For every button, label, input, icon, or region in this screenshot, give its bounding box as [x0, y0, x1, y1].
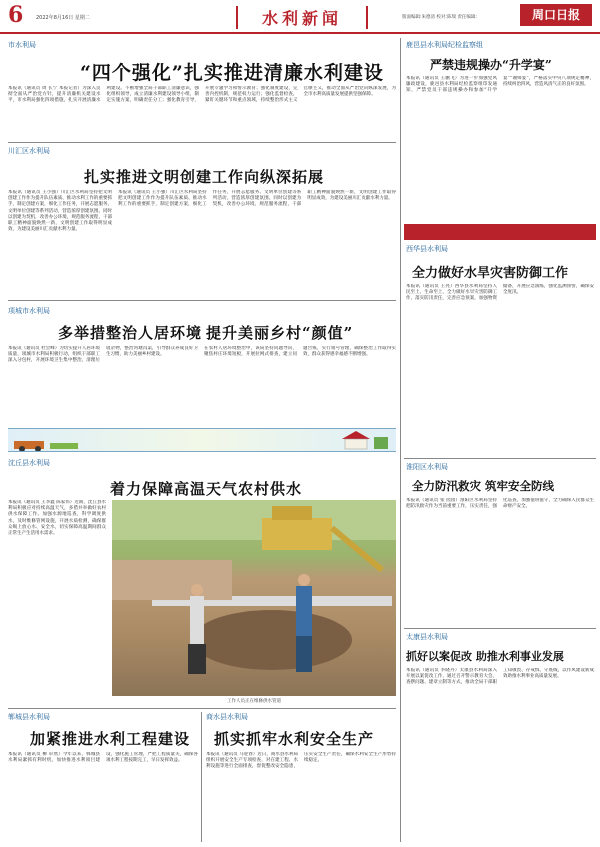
article-body: 本报讯（通讯员 王鹏飞）为进一步加强党风廉政建设，鹿邑县水利局纪检监察组印发通知，严禁党员干部违规操办和参加“升学宴”“谢师宴”，严格落实中央八项规定精神，持续纠治四风，营造风清气正的良好氛围。: [406, 76, 594, 94]
article-body: 本报讯（通讯员 李晓丹）太康县水利局深入开展以案促改工作，通过召开警示教育大会、查摆问题、建章立制等方式，推动全局干部职工知敬畏、存戒惧、守底线，以作风建设新成效助推水利事业高质量发展。: [406, 668, 594, 686]
photo-scene: [112, 500, 396, 696]
section-title: 水利新闻: [236, 6, 368, 29]
article-body: 本报讯（通讯员 杜会峰）为切实提升人居环境质量，项城市水利局积极行动，组织干部职工深入分包村，开展环境卫生集中整治，清理垃圾杂物，整治河塘沟渠，引导群众养成良好卫生习惯，助力美丽乡村建设。: [8, 346, 198, 364]
divider: [8, 300, 396, 301]
article-headline: “四个强化”扎实推进清廉水利建设: [80, 62, 384, 84]
divider: [8, 708, 396, 709]
article-body: 本报讯（通讯员 周 长宁 本报记者）为深入贯彻全面从严治党方针，提升清廉机关建设水平，市水利局强化四项措施，扎实开展清廉水利建设。不断增强全局干部职工清廉意识，强化组织领导，成立清廉水利建设领导小组，制定实施方案，明确责任分工；强化教育引导，开展专题学习和警示教育；强化制度建设，完善内控机制，规范权力运行；强化监督检查，紧盯关键环节和重点领域，持续整治形式主义官僚主义，推动全面从严治党向纵深发展，为全市水利高质量发展提供坚强保障。: [8, 86, 396, 104]
bureau-label: 淮阳区水利局: [406, 463, 448, 471]
body-repeat: 本报讯（通讯员 王小强）川汇区水利局坚持把文明创建工作作为提升队伍素质、推动水利工作的重要抓手，制定创建方案，细化工作任务，开展志愿服务、文明单位创建等系列活动，营造浓厚创建氛围。同时以创建为契机，改善办公环境，规范服务流程，干部职工精神面貌焕然一新，文明创建工作取得明显成效，为建设美丽川汇贡献水利力量。: [118, 190, 396, 208]
farm-illustration: [12, 429, 82, 451]
paper-name: 周口日报: [520, 4, 592, 26]
article-photo: [112, 500, 396, 696]
article-body: 本报讯（通讯员 王亮）西华县水利局坚持人民至上、生命至上，全力做好水旱灾害防御工作，落实防汛责任，完善应急预案，加强物资储备，开展应急演练，强化监测预警，确保安全度汛。: [406, 284, 594, 302]
article-headline: 加紧推进水利工程建设: [30, 730, 191, 748]
article-headline: 着力保障高温天气农村供水: [110, 480, 303, 498]
article-headline: 全力做好水旱灾害防御工作: [412, 266, 569, 281]
bureau-label: 市水利局: [8, 41, 36, 49]
article-headline: 全力防汛救灾 筑牢安全防线: [412, 479, 555, 493]
article-headline: 提升美丽乡村“颜值”: [206, 324, 354, 342]
article-headline: 多举措整治人居环境: [58, 324, 203, 342]
article-body: 本报讯（通讯员 马迎春）近日，商水县水利局组织开展安全生产专项检查，对在建工程、水利设施等进行全面排查，督促整改安全隐患，压实安全生产责任，确保水利安全生产形势持续稳定。: [206, 752, 396, 770]
editor-line: 版面编辑:朱德清 校对:陈瑞 责任编辑:: [402, 15, 477, 20]
page-column-rule: [400, 38, 401, 842]
article-headline: 严禁违规操办“升学宴”: [430, 58, 552, 72]
article-body-continued: [118, 190, 396, 290]
date-line: 2022年8月16日 星期二: [36, 15, 90, 21]
bureau-label: 鹿邑县水利局纪检监察组: [406, 41, 483, 49]
bureau-label: 沈丘县水利局: [8, 459, 50, 467]
photo-caption: 工作人员正在维修供水管道: [227, 699, 281, 704]
article-headline: 扎实推进文明创建工作向纵深拓展: [84, 168, 325, 186]
section-header-band: [404, 224, 596, 240]
article-body: 在农村人居环境整治中，该局坚持问题导向，聚焦村庄环境短板，开展拉网式排查，建立问题台账，实行销号管理，确保整治工作取得实效，群众获得感幸福感不断增强。: [204, 346, 396, 358]
divider: [404, 458, 596, 459]
article-body: 本报讯（通讯员 张 园园）淮阳区水利局坚持把防汛救灾作为当前重要工作，压实责任，强化巡查，加强值班值守，全力确保人民群众生命财产安全。: [406, 498, 594, 510]
bureau-label: 川汇区水利局: [8, 147, 50, 155]
article-body: 本报讯（通讯员 王小强）川汇区水利局坚持把文明创建工作作为提升队伍素质、推动水利工作的重要抓手，制定创建方案，细化工作任务，开展志愿服务、文明单位创建等系列活动，营造浓厚创建氛围。同时以创建为契机，改善办公环境，规范服务流程，干部职工精神面貌焕然一新，文明创建工作取得明显成效，为建设美丽川汇贡献水利力量。: [8, 190, 112, 233]
bureau-label: 郸城县水利局: [8, 713, 50, 721]
divider: [404, 628, 596, 629]
masthead-rule: [0, 32, 600, 34]
bureau-label: 项城市水利局: [8, 307, 50, 315]
article-body: 本报讯（通讯员 王李鑫 陈家伟）近期，沈丘县水利局积极应对持续高温天气，多措并举做好农村供水保障工作。加强水源地巡查，科学调度供水，及时维修管网设施，开展水质检测，确保群众喝上放心水、安全水，切实保障高温期间群众正常生产生活用水需求。: [8, 500, 106, 537]
article-headline: 抓实抓牢水利安全生产: [214, 730, 375, 748]
bureau-label: 太康县水利局: [406, 633, 448, 641]
page-number: 6: [8, 2, 24, 28]
column-rule: [201, 712, 202, 842]
masthead: [0, 0, 600, 34]
section-banner: [8, 428, 396, 452]
article-body: 本报讯（通讯员 柳 卓然）今年以来，郸城县水利局紧抓有利时机，加快推进水利项目建设，强化施工管理，严把工程质量关，确保各项水利工程按期完工，早日发挥效益。: [8, 752, 198, 764]
divider: [8, 142, 396, 143]
house-illustration: [332, 429, 392, 451]
bureau-label: 西华县水利局: [406, 245, 448, 253]
article-headline: 抓好以案促改 助推水利事业发展: [406, 650, 564, 663]
bureau-label: 商水县水利局: [206, 713, 248, 721]
